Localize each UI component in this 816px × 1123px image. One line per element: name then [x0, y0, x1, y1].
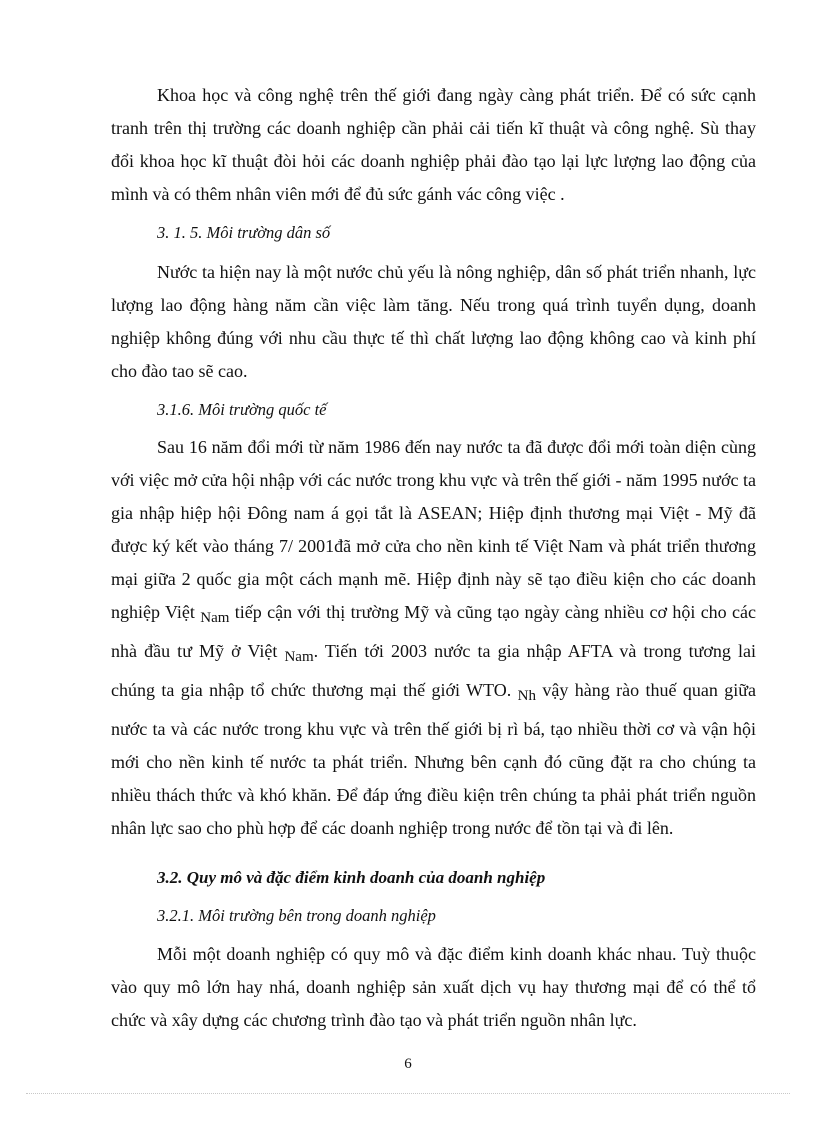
paragraph-international [111, 431, 756, 845]
paragraph-scale: Mỗi một doanh nghiệp có quy mô và đặc điểm kinh doanh khác nhau. Tuỳ thuộc vào quy mô lớn hay nhá, doanh nghiệp sản xuất dịch vụ hay thương mại để có thể tổ chức và xây dựng các chương trình đào tạo và phát triển nguồn nhân lực. [111, 944, 756, 1030]
footer-divider [26, 1093, 790, 1094]
subscript-nam-1: Nam [200, 610, 230, 626]
heading-3-1-6: 3.1.6. Môi trường quốc tế [157, 400, 327, 419]
paragraph-international-part-d: vậy hàng rào thuế quan giữa nước ta và các nước trong khu vực và trên thế giới bị rì bá, tạo nhiều thời cơ và vận hội mới cho nền kinh tế nước ta phát triển. Nhưng bên cạnh đó cũng đặt ra cho chúng ta nhiều thách thức và khó khăn. Để đáp ứng điều kiện trên chúng ta phải phát triển nguồn nhân lực sao cho phù hợp để các doanh nghiệp trong nước để tồn tại và đi lên. [111, 680, 757, 838]
paragraph-international-part-c: . Tiến tới 2003 nước ta gia nhập AFTA và trong tương lai chúng ta gia nhập tổ chức thương mại thế giới WTO. [111, 641, 756, 700]
heading-3-2-1: 3.2.1. Môi trường bên trong doanh nghiệp [157, 906, 436, 925]
page-number: 6 [404, 1056, 412, 1072]
paragraph-technology: Khoa học và công nghệ trên thế giới đang ngày càng phát triển. Để có sức cạnh tranh trên thị trường các doanh nghiệp cần phải cải tiến kĩ thuật và công nghệ. Sù thay đổi khoa học kĩ thuật đòi hỏi các doanh nghiệp phải đào tạo lại lực lượng lao động của mình và có thêm nhân viên mới để đủ sức gánh vác công việc . [111, 85, 756, 204]
paragraph-population: Nước ta hiện nay là một nước chủ yếu là nông nghiệp, dân số phát triển nhanh, lực lượng lao động hàng năm cần việc làm tăng. Nếu trong quá trình tuyển dụng, doanh nghiệp không đúng với nhu cầu thực tế thì chất lượng lao động không cao và kinh phí cho đào tao sẽ cao. [111, 262, 756, 381]
subscript-nam-2: Nam [284, 649, 314, 665]
heading-3-1-5: 3. 1. 5. Môi trường dân số [157, 223, 331, 242]
subscript-nh: Nh [517, 688, 536, 704]
paragraph-international-part-b: tiếp cận với thị trường Mỹ và cũng tạo ngày càng nhiều cơ hội cho các nhà đầu tư Mỹ ở Việt [111, 602, 756, 661]
heading-3-2: 3.2. Quy mô và đặc điểm kinh doanh của doanh nghiệp [157, 868, 546, 887]
paragraph-international-part-a: Sau 16 năm đổi mới từ năm 1986 đến nay nước ta đã được đổi mới toàn diện cùng với việc mở cửa hội nhập với các nước trong khu vực và trên thế giới - năm 1995 nước ta gia nhập hiệp hội Đông nam á gọi tắt là ASEAN; Hiệp định thương mại Việt - Mỹ đã được ký kết vào tháng 7/ 2001đã mở cửa cho nền kinh tế Việt Nam và phát triển thương mại giữa 2 quốc gia một cách mạnh mẽ. Hiệp định này sẽ tạo điều kiện cho các doanh nghiệp Việt [111, 437, 756, 622]
